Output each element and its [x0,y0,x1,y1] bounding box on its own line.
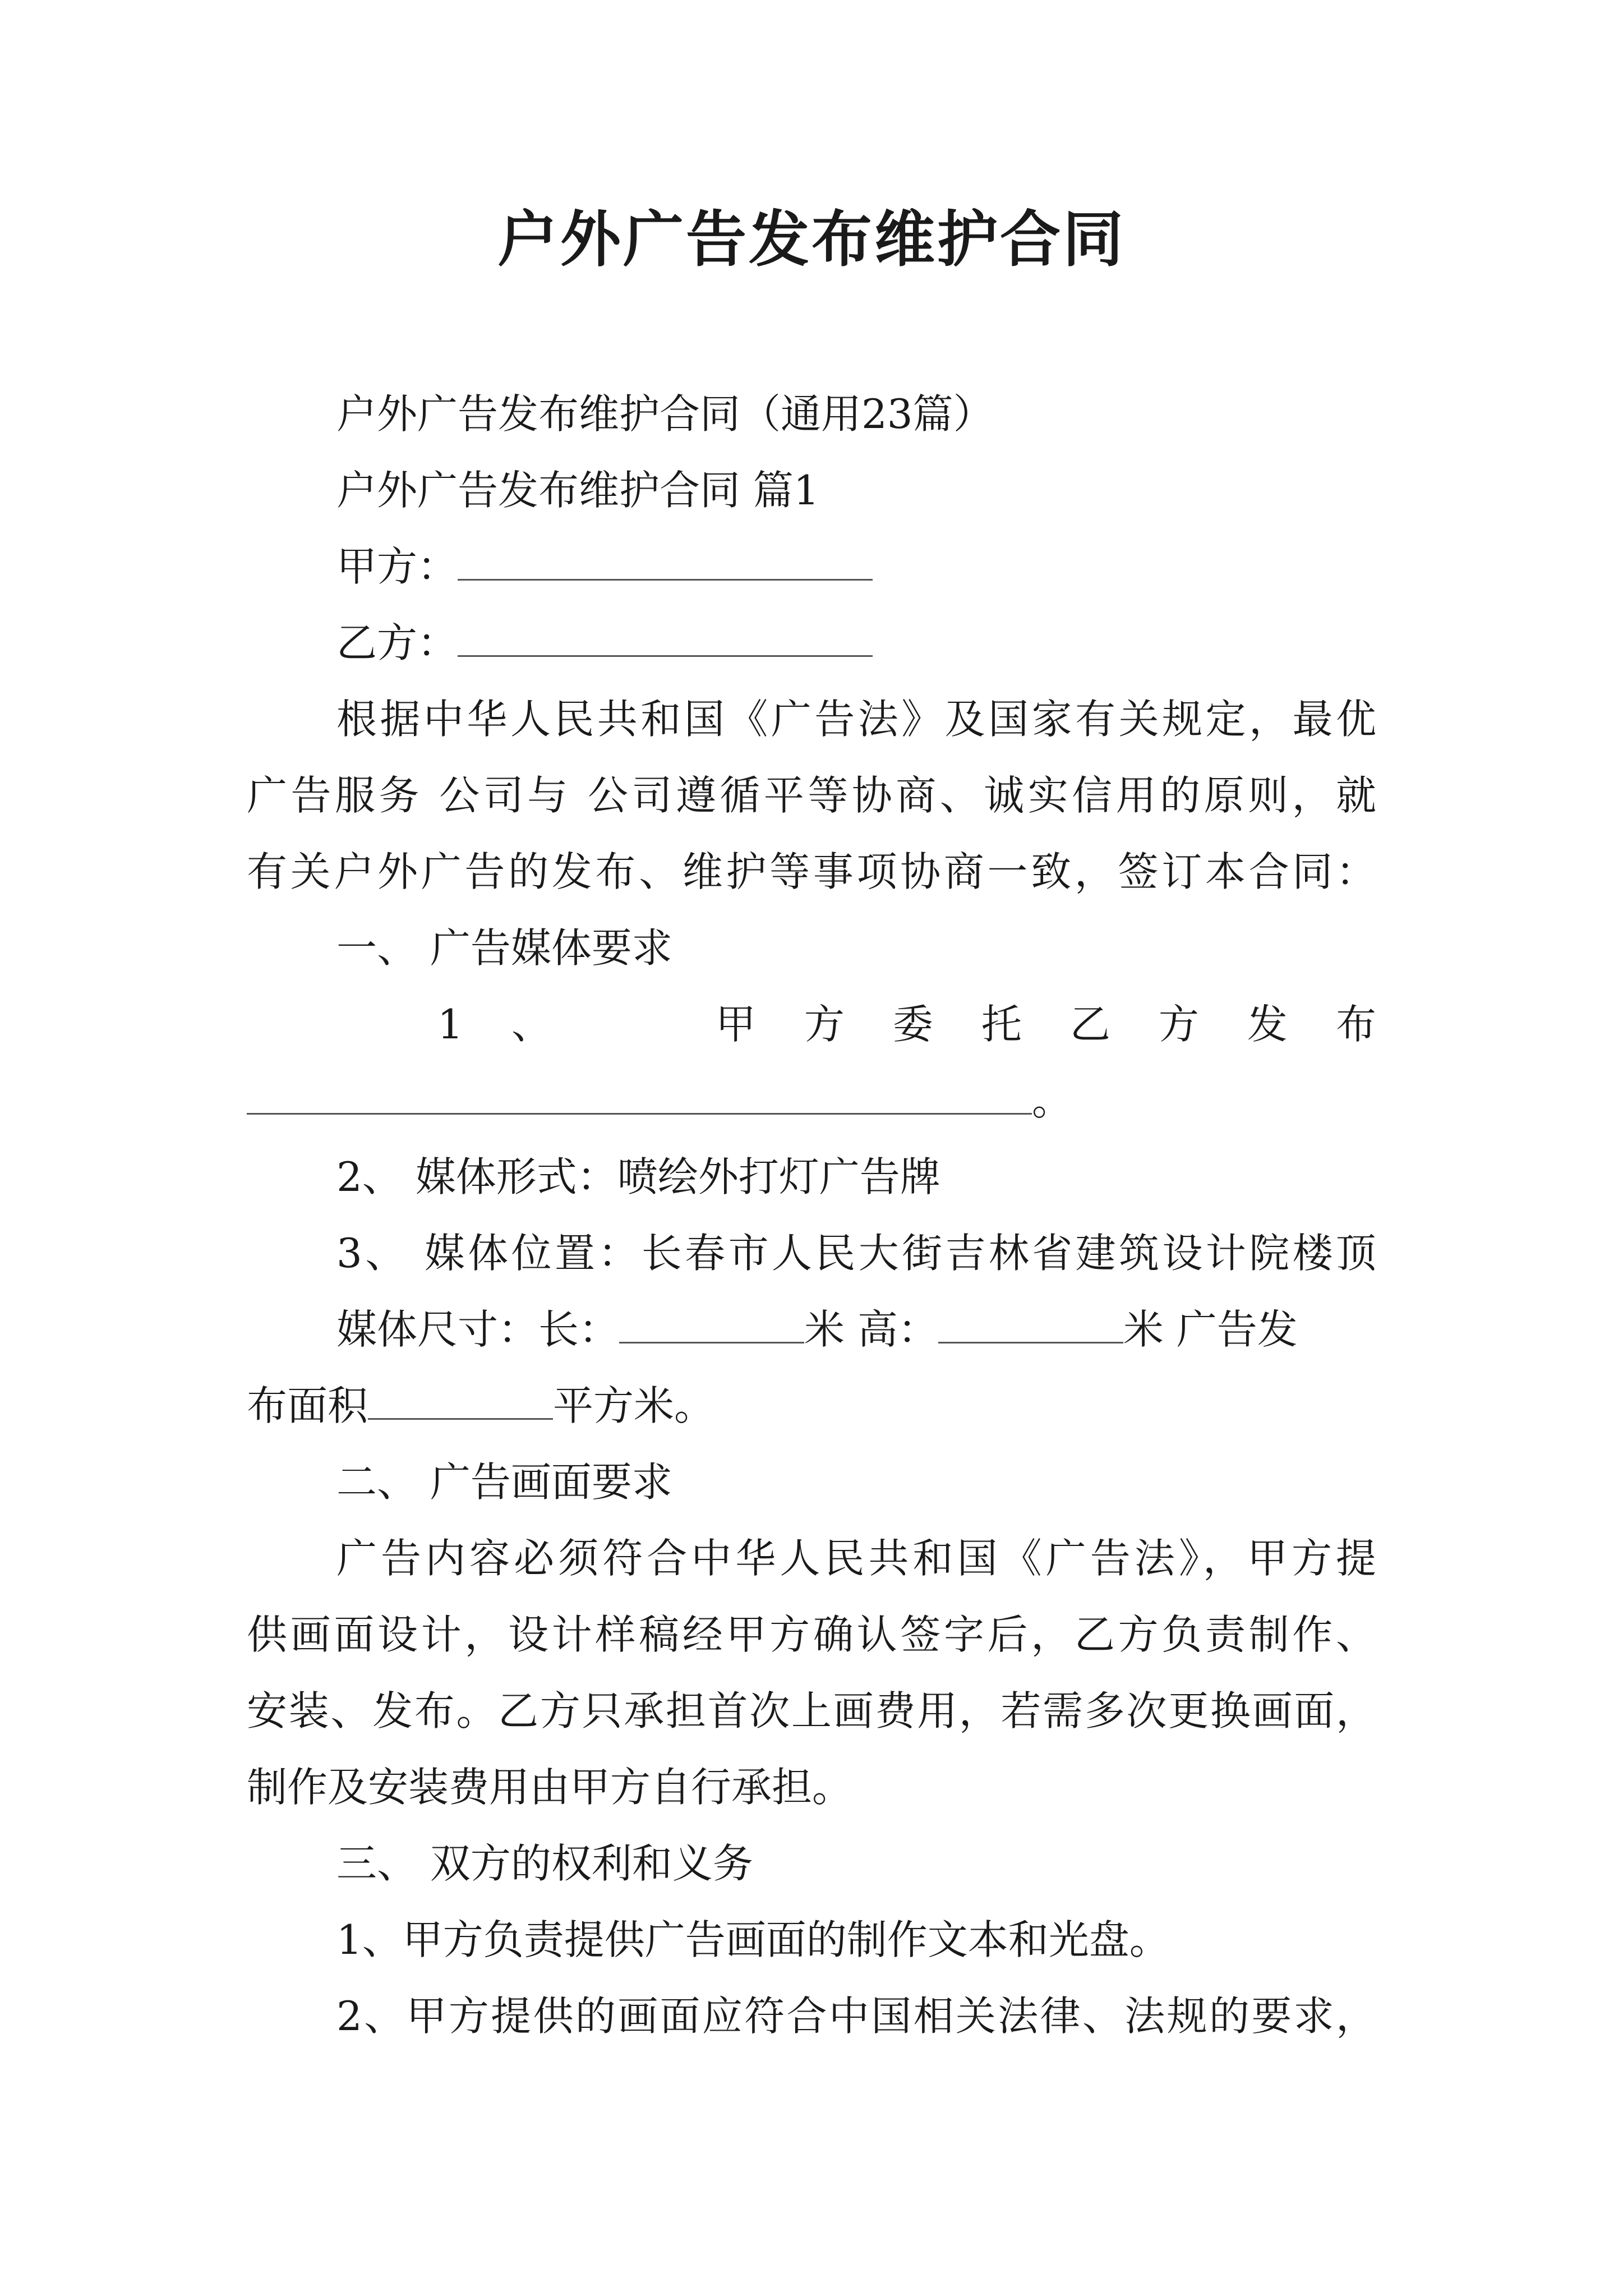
clause-heading: 三、 双方的权利和义务 [336,1840,753,1887]
paragraph-line: 根据中华人民共和国《广告法》及国家有关规定，最优 [336,696,1376,743]
height-blank [938,1306,1123,1343]
clause-heading: 一、 广告媒体要求 [336,924,672,972]
clause-word: 委 [892,1001,933,1048]
clause-line: 1、甲方负责提供广告画面的制作文本和光盘。 [336,1916,1170,1963]
party-b-label: 乙方： [336,619,458,666]
size-unit: 米 广告发 [1123,1306,1298,1353]
clause-line: 2、 媒体形式：喷绘外打灯广告牌 [336,1153,940,1200]
paragraph-line: 安装、发布。乙方只承担首次上画费用，若需多次更换画面， [247,1687,1376,1734]
size-unit: 米 高： [804,1306,938,1353]
area-blank [368,1382,553,1420]
period: 。 [1032,1077,1073,1124]
clause-word: 方 [1158,1001,1199,1048]
clause-1-continuation [247,1074,1376,1128]
length-blank [619,1306,804,1343]
paragraph-line: 广告内容必须符合中华人民共和国《广告法》，甲方提 [336,1535,1376,1582]
clause-1-line [437,997,1376,1051]
clause-word: 托 [981,1001,1022,1048]
party-a-label: 甲方： [336,543,458,590]
area-label: 布面积 [247,1382,368,1429]
clause-word: 、 [511,1001,552,1048]
clause-line: 2、甲方提供的画面应符合中国相关法律、法规的要求， [336,1993,1376,2040]
party-a-line [336,540,1376,593]
size-line [336,1303,1376,1356]
clause-word: 乙 [1069,1001,1110,1048]
paragraph-line: 有关户外广告的发布、维护等事项协商一致，签订本合同： [247,848,1376,895]
paragraph-line: 制作及安装费用由甲方自行承担。 [247,1764,853,1811]
clause-word: 发 [1247,1001,1288,1048]
paragraph-line: 广告服务 公司与 公司遵循平等协商、诚实信用的原则，就 [247,772,1376,819]
area-unit: 平方米。 [553,1382,715,1429]
clause-line: 3、 媒体位置：长春市人民大街吉林省建筑设计院楼顶 [336,1230,1376,1277]
clause-word: 方 [804,1001,845,1048]
size-label: 媒体尺寸：长： [336,1306,620,1353]
paragraph-line: 供画面设计，设计样稿经甲方确认签字后，乙方负责制作、 [247,1611,1376,1658]
document-title: 户外广告发布维护合同 [497,205,1126,275]
party-b-line [336,616,1376,670]
clause-word: 甲 [715,1001,756,1048]
area-line [247,1379,1376,1433]
party-b-blank [458,619,873,657]
clause-heading: 二、 广告画面要求 [336,1458,672,1506]
section-heading: 户外广告发布维护合同 篇1 [336,467,819,514]
subtitle: 户外广告发布维护合同（通用23篇） [336,390,994,438]
clause-word: 布 [1335,1001,1376,1048]
party-a-blank [458,543,873,581]
media-blank [247,1077,1032,1115]
clause-word: 1 [437,1001,463,1048]
